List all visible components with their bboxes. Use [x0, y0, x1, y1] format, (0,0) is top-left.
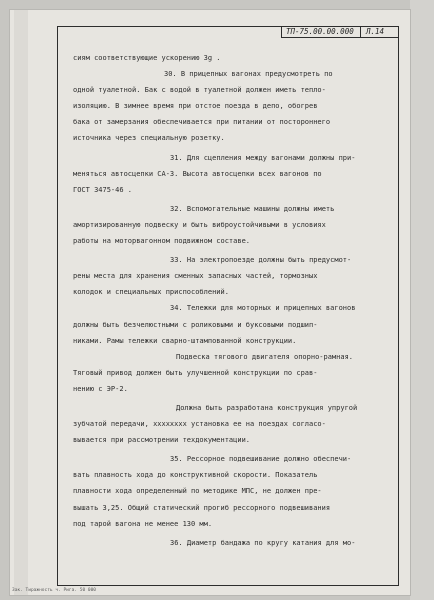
document-body — [73, 50, 389, 551]
text-line: 34. Тележки для моторных и прицепных вагонов — [170, 304, 356, 313]
text-line: одной туалетной. Бак с водой в туалетной должен иметь тепло- — [73, 86, 326, 95]
text-line: меняться автосцепки СА-3. Высота автосцепки всех вагонов по — [73, 169, 322, 178]
text-line: колодок и специальных приспособлений. — [73, 288, 229, 297]
title-stamp — [281, 26, 399, 38]
tissue-overlay-right — [410, 0, 434, 600]
text-line: амортизированную подвеску и быть виброустойчивыми в условиях — [73, 220, 326, 229]
text-line: Тяговый привод должен быть улучшенной конструкции по срав- — [73, 368, 318, 377]
text-line: 36. Диаметр бандажа по кругу катания для мо- — [170, 538, 356, 547]
text-line: вывается при рассмотрении техдокументации. — [73, 436, 251, 445]
text-line: рены места для хранения сменных запасных частей, тормозных — [73, 272, 318, 281]
text-line: нению с ЭР-2. — [73, 384, 128, 393]
text-line: 32. Вспомогательные машины должны иметь — [170, 204, 335, 213]
text-line: 31. Для сцепления между вагонами должны при- — [170, 153, 356, 162]
text-line: Подвеска тягового двигателя опорно-рамная. — [176, 352, 354, 361]
text-line: под тарой вагона не менее 130 мм. — [73, 519, 213, 528]
text-line: 30. В прицепных вагонах предусмотреть по — [164, 70, 333, 79]
text-line: источника через специальную розетку. — [73, 134, 225, 143]
text-line: 33. На электропоезде должны быть предусмот- — [170, 256, 352, 265]
sheet-number: Л.14 — [366, 27, 385, 36]
text-line: никами. Рамы тележки сварно-штампованной конструкции. — [73, 336, 297, 345]
binding-strip — [14, 10, 28, 595]
text-line: вать плавность хода до конструктивной скорости. Показатель — [73, 471, 318, 480]
text-line: Должна быть разработана конструкция упругой — [176, 403, 358, 412]
stamp-divider — [360, 26, 361, 38]
text-line: ГОСТ 3475-46 . — [73, 185, 133, 194]
text-line: изоляцию. В зимнее время при отстое поезда в депо, обогрев — [73, 102, 318, 111]
text-line: бака от замерзания обеспечивается при питании от постороннего — [73, 118, 331, 127]
text-line: плавности хода определенный по методике МПС, не должен пре- — [73, 487, 322, 496]
text-line: должны быть безчелюстными с роликовыми и буксовыми подшип- — [73, 320, 318, 329]
text-line: работы на моторвагонном подвижном составе. — [73, 237, 251, 246]
text-line: сиям соответствующие ускорению 3g . — [73, 54, 221, 62]
document-code: ТП-75.00.00.000 — [286, 27, 354, 36]
print-footer: Зак. Тиражность ч. Рига. 50 000 — [12, 588, 96, 593]
text-line: 35. Рессорное подвешивание должно обеспечи- — [170, 455, 352, 464]
text-line: вышать 3,25. Общий статический прогиб рессорного подвешивания — [73, 503, 331, 512]
text-line: зубчатой передачи, хххххххх установка ее на поездах согласо- — [73, 420, 326, 429]
